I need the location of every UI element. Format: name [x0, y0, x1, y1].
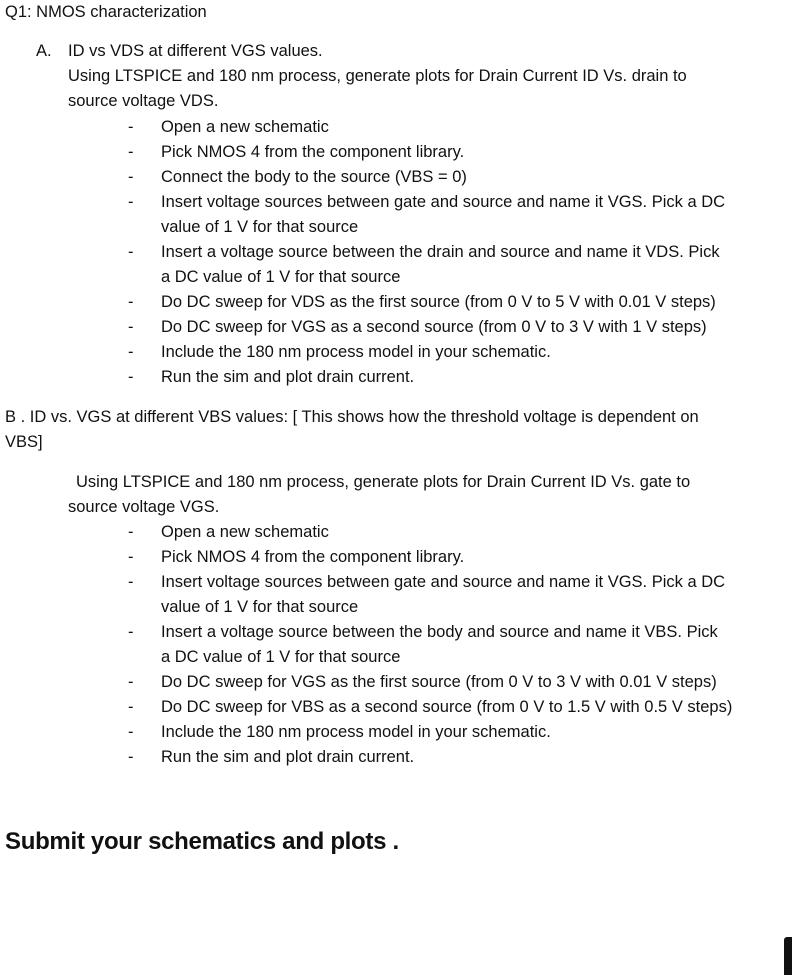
list-item: Do DC sweep for VBS as a second source (from 0 V to 1.5 V with 0.5 V steps): [161, 698, 733, 716]
section-a-intro-line: Using LTSPICE and 180 nm process, generate plots for Drain Current ID Vs. drain to: [68, 67, 687, 85]
list-item: Include the 180 nm process model in your schematic.: [161, 723, 551, 741]
section-a-intro-line: source voltage VDS.: [68, 92, 219, 110]
list-item: Pick NMOS 4 from the component library.: [161, 143, 465, 161]
bullet-marker: -: [128, 748, 134, 766]
bullet-marker: -: [128, 293, 134, 311]
bullet-marker: -: [128, 118, 134, 136]
bullet-marker: -: [128, 168, 134, 186]
bullet-marker: -: [128, 573, 134, 591]
list-item: Do DC sweep for VDS as the first source (from 0 V to 5 V with 0.01 V steps): [161, 293, 716, 311]
list-item: Do DC sweep for VGS as the first source (from 0 V to 3 V with 0.01 V steps): [161, 673, 717, 691]
list-item: Run the sim and plot drain current.: [161, 748, 415, 766]
list-item: Open a new schematic: [161, 118, 329, 136]
bullet-marker: -: [128, 343, 134, 361]
section-b-heading-line: B . ID vs. VGS at different VBS values: [ This shows how the threshold voltage is dependent on: [5, 408, 699, 426]
bullet-marker: -: [128, 368, 134, 386]
submit-instruction: Submit your schematics and plots .: [5, 828, 399, 855]
bullet-marker: -: [128, 623, 134, 641]
bullet-marker: -: [128, 143, 134, 161]
list-item: Open a new schematic: [161, 523, 329, 541]
bullet-marker: -: [128, 723, 134, 741]
list-item: a DC value of 1 V for that source: [161, 268, 401, 286]
list-item: value of 1 V for that source: [161, 598, 359, 616]
page-title: Q1: NMOS characterization: [5, 3, 207, 21]
section-b-intro-line: source voltage VGS.: [68, 498, 220, 516]
section-b-intro-line: Using LTSPICE and 180 nm process, generate plots for Drain Current ID Vs. gate to: [76, 473, 691, 491]
bullet-marker: -: [128, 243, 134, 261]
scrollbar-handle[interactable]: [784, 937, 792, 975]
list-item: Include the 180 nm process model in your schematic.: [161, 343, 551, 361]
list-item: value of 1 V for that source: [161, 218, 359, 236]
bullet-marker: -: [128, 673, 134, 691]
list-item: a DC value of 1 V for that source: [161, 648, 401, 666]
section-a-heading: ID vs VDS at different VGS values.: [68, 42, 323, 60]
section-a-label: A.: [36, 42, 52, 60]
list-item: Do DC sweep for VGS as a second source (from 0 V to 3 V with 1 V steps): [161, 318, 707, 336]
list-item: Pick NMOS 4 from the component library.: [161, 548, 465, 566]
section-b-heading-line: VBS]: [5, 433, 43, 451]
bullet-marker: -: [128, 193, 134, 211]
list-item: Insert voltage sources between gate and source and name it VGS. Pick a DC: [161, 193, 726, 211]
list-item: Connect the body to the source (VBS = 0): [161, 168, 467, 186]
list-item: Insert voltage sources between gate and source and name it VGS. Pick a DC: [161, 573, 726, 591]
list-item: Insert a voltage source between the body and source and name it VBS. Pick: [161, 623, 718, 641]
list-item: Run the sim and plot drain current.: [161, 368, 415, 386]
bullet-marker: -: [128, 548, 134, 566]
bullet-marker: -: [128, 523, 134, 541]
list-item: Insert a voltage source between the drain and source and name it VDS. Pick: [161, 243, 720, 261]
bullet-marker: -: [128, 698, 134, 716]
bullet-marker: -: [128, 318, 134, 336]
